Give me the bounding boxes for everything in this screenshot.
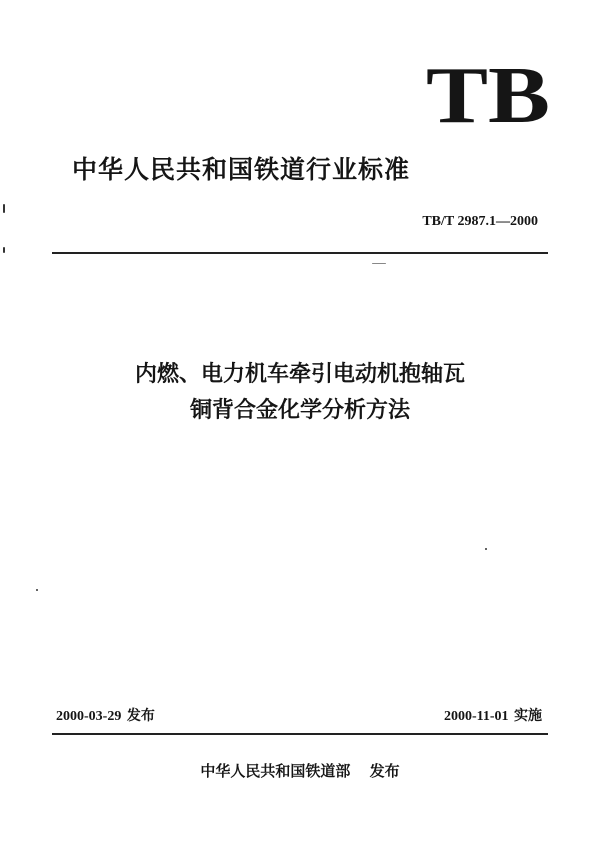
effective-date-label: 实施 xyxy=(514,708,542,724)
tb-logo xyxy=(424,62,552,128)
issuer-action: 发布 xyxy=(369,762,400,780)
issue-date-label: 发布 xyxy=(126,708,155,724)
issue-date xyxy=(56,705,155,725)
document-title-line-1: 内燃、电力机车牵引电动机抱轴瓦 xyxy=(134,362,465,387)
bottom-divider xyxy=(52,733,548,735)
effective-date-value: 2000-11-01 xyxy=(443,709,509,724)
scan-speck xyxy=(485,548,487,550)
scan-speck xyxy=(3,247,5,253)
issuer-line xyxy=(0,760,600,781)
standard-title: 中华人民共和国铁道行业标准 xyxy=(72,155,411,184)
effective-date xyxy=(444,705,542,725)
scan-speck xyxy=(36,589,38,591)
issuer-name: 中华人民共和国铁道部 xyxy=(200,762,351,780)
scan-speck xyxy=(372,263,386,264)
tb-logo-text: TB xyxy=(426,62,550,128)
standard-code: TB/T 2987.1—2000 xyxy=(422,214,538,229)
document-title-line-2: 铜背合金化学分析方法 xyxy=(189,398,410,423)
issue-date-value: 2000-03-29 xyxy=(56,709,122,724)
top-divider xyxy=(52,252,548,254)
scan-speck xyxy=(3,204,5,213)
